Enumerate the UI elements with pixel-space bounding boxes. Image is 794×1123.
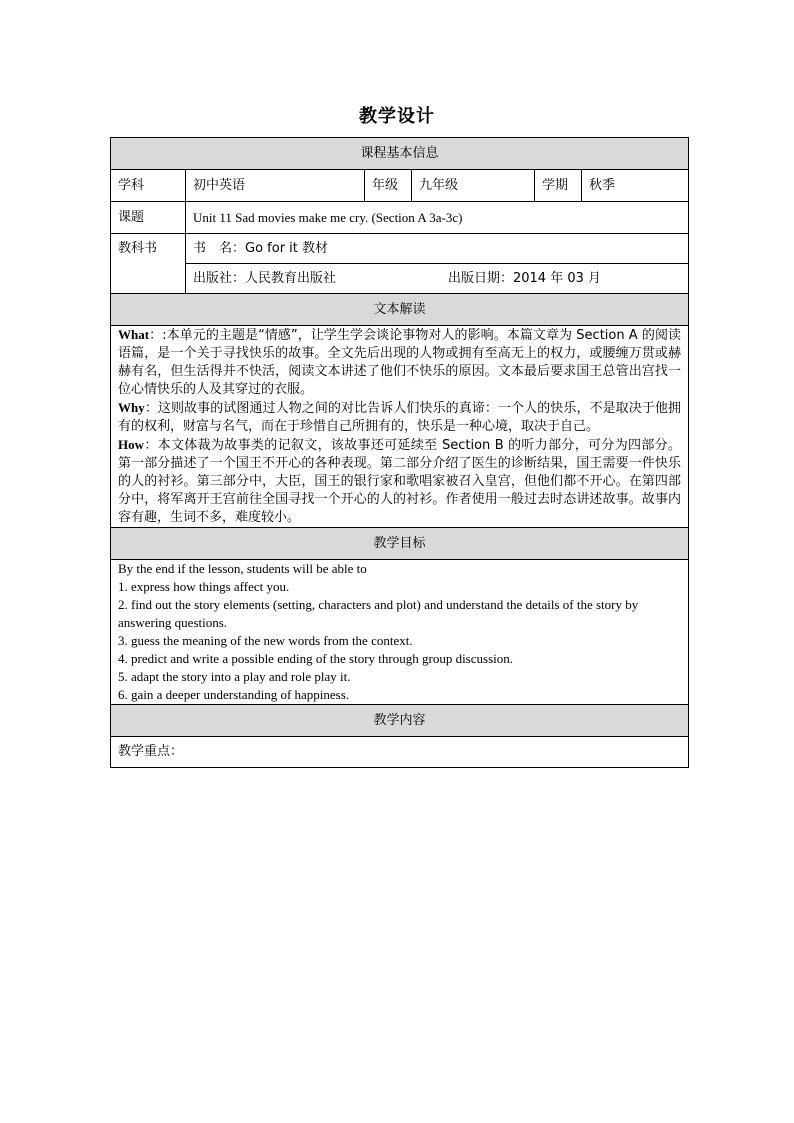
document-title: 教学设计 [359,106,435,127]
objective-item: 2. find out the story elements (setting, characters and plot) and understand the details of the story by answering questions. [118,597,639,630]
term-value: 秋季 [582,170,689,202]
grade-value: 九年级 [412,170,535,202]
lesson-plan-table [110,137,689,768]
basic-info-header: 课程基本信息 [111,138,689,170]
content-header: 教学内容 [111,705,689,737]
how-text: ：本文体裁为故事类的记叙文，该故事还可延续至 Section B 的听力部分，可分为四部分。第一部分描述了一个国王不开心的各种表现。第二部分介绍了医生的诊断结果，国王需要一件快乐的人的衬衫。第三部分中，大臣，国王的银行家和歌唱家被召入皇宫，但他们都不开心。在第四部分中，将军离开王宫前往全国寻找一个开心的人的衬衫。作者使用一般过去时态讲述故事。故事内容有趣，生词不多，难度较小。 [118,438,682,525]
objectives-body [111,560,689,705]
text-analysis-body [111,326,689,528]
teaching-focus-row [111,737,689,768]
objective-item: 6. gain a deeper understanding of happiness. [118,687,350,702]
what-paragraph [118,326,681,399]
subject-label: 学科 [111,170,186,202]
objectives-intro: By the end if the lesson, students will be able to [118,561,367,576]
teaching-focus-label: 教学重点： [111,737,689,768]
publisher-cell [186,264,689,294]
objectives-header-row [111,528,689,560]
what-text: ：:本单元的主题是“情感”，让学生学会谈论事物对人的影响。本篇文章为 Section A 的阅读语篇，是一个关于寻找快乐的故事。全文先后出现的人物或拥有至高无上的权力，或腰缠万贯或赫赫有名，但生活得并不快活，阅读文本讲述了他们不快乐的原因。文本最后要求国王总管出宫找一位心情快乐的人及其穿过的衣服。 [118,328,682,397]
text-analysis-row [111,326,689,528]
content-header-row [111,705,689,737]
objectives-row [111,560,689,705]
textbook-label: 教科书 [111,234,186,294]
publisher-line: 出版社：人民教育出版社 [193,270,337,286]
basic-info-row [111,170,689,202]
why-text: ：这则故事的试图通过人物之间的对比告诉人们快乐的真谛：一个人的快乐，不是取决于他拥有的权利，财富与名气，而在于珍惜自己所拥有的，快乐是一种心境，取决于自己。 [118,401,682,434]
textbook-row-2 [111,264,689,294]
what-label: What [118,327,150,342]
why-paragraph [118,399,681,436]
why-label: Why [118,400,145,415]
objectives-header: 教学目标 [111,528,689,560]
how-paragraph [118,436,681,527]
publish-date-line: 出版日期：2014 年 03 月 [447,270,602,286]
how-label: How [118,437,144,452]
grade-label: 年级 [365,170,412,202]
text-analysis-header: 文本解读 [111,294,689,326]
basic-info-header-row [111,138,689,170]
topic-row [111,202,689,234]
objective-item: 1. express how things affect you. [118,579,290,594]
text-analysis-header-row [111,294,689,326]
book-name-line: 书 名：Go for it 教材 [186,234,689,264]
topic-label: 课题 [111,202,186,234]
objective-item: 5. adapt the story into a play and role play it. [118,669,351,684]
topic-value: Unit 11 Sad movies make me cry. (Section A 3a-3c) [186,202,689,234]
objective-item: 3. guess the meaning of the new words from the context. [118,633,413,648]
term-label: 学期 [535,170,582,202]
textbook-row-1 [111,234,689,264]
objective-item: 4. predict and write a possible ending of the story through group discussion. [118,651,513,666]
subject-value: 初中英语 [186,170,365,202]
